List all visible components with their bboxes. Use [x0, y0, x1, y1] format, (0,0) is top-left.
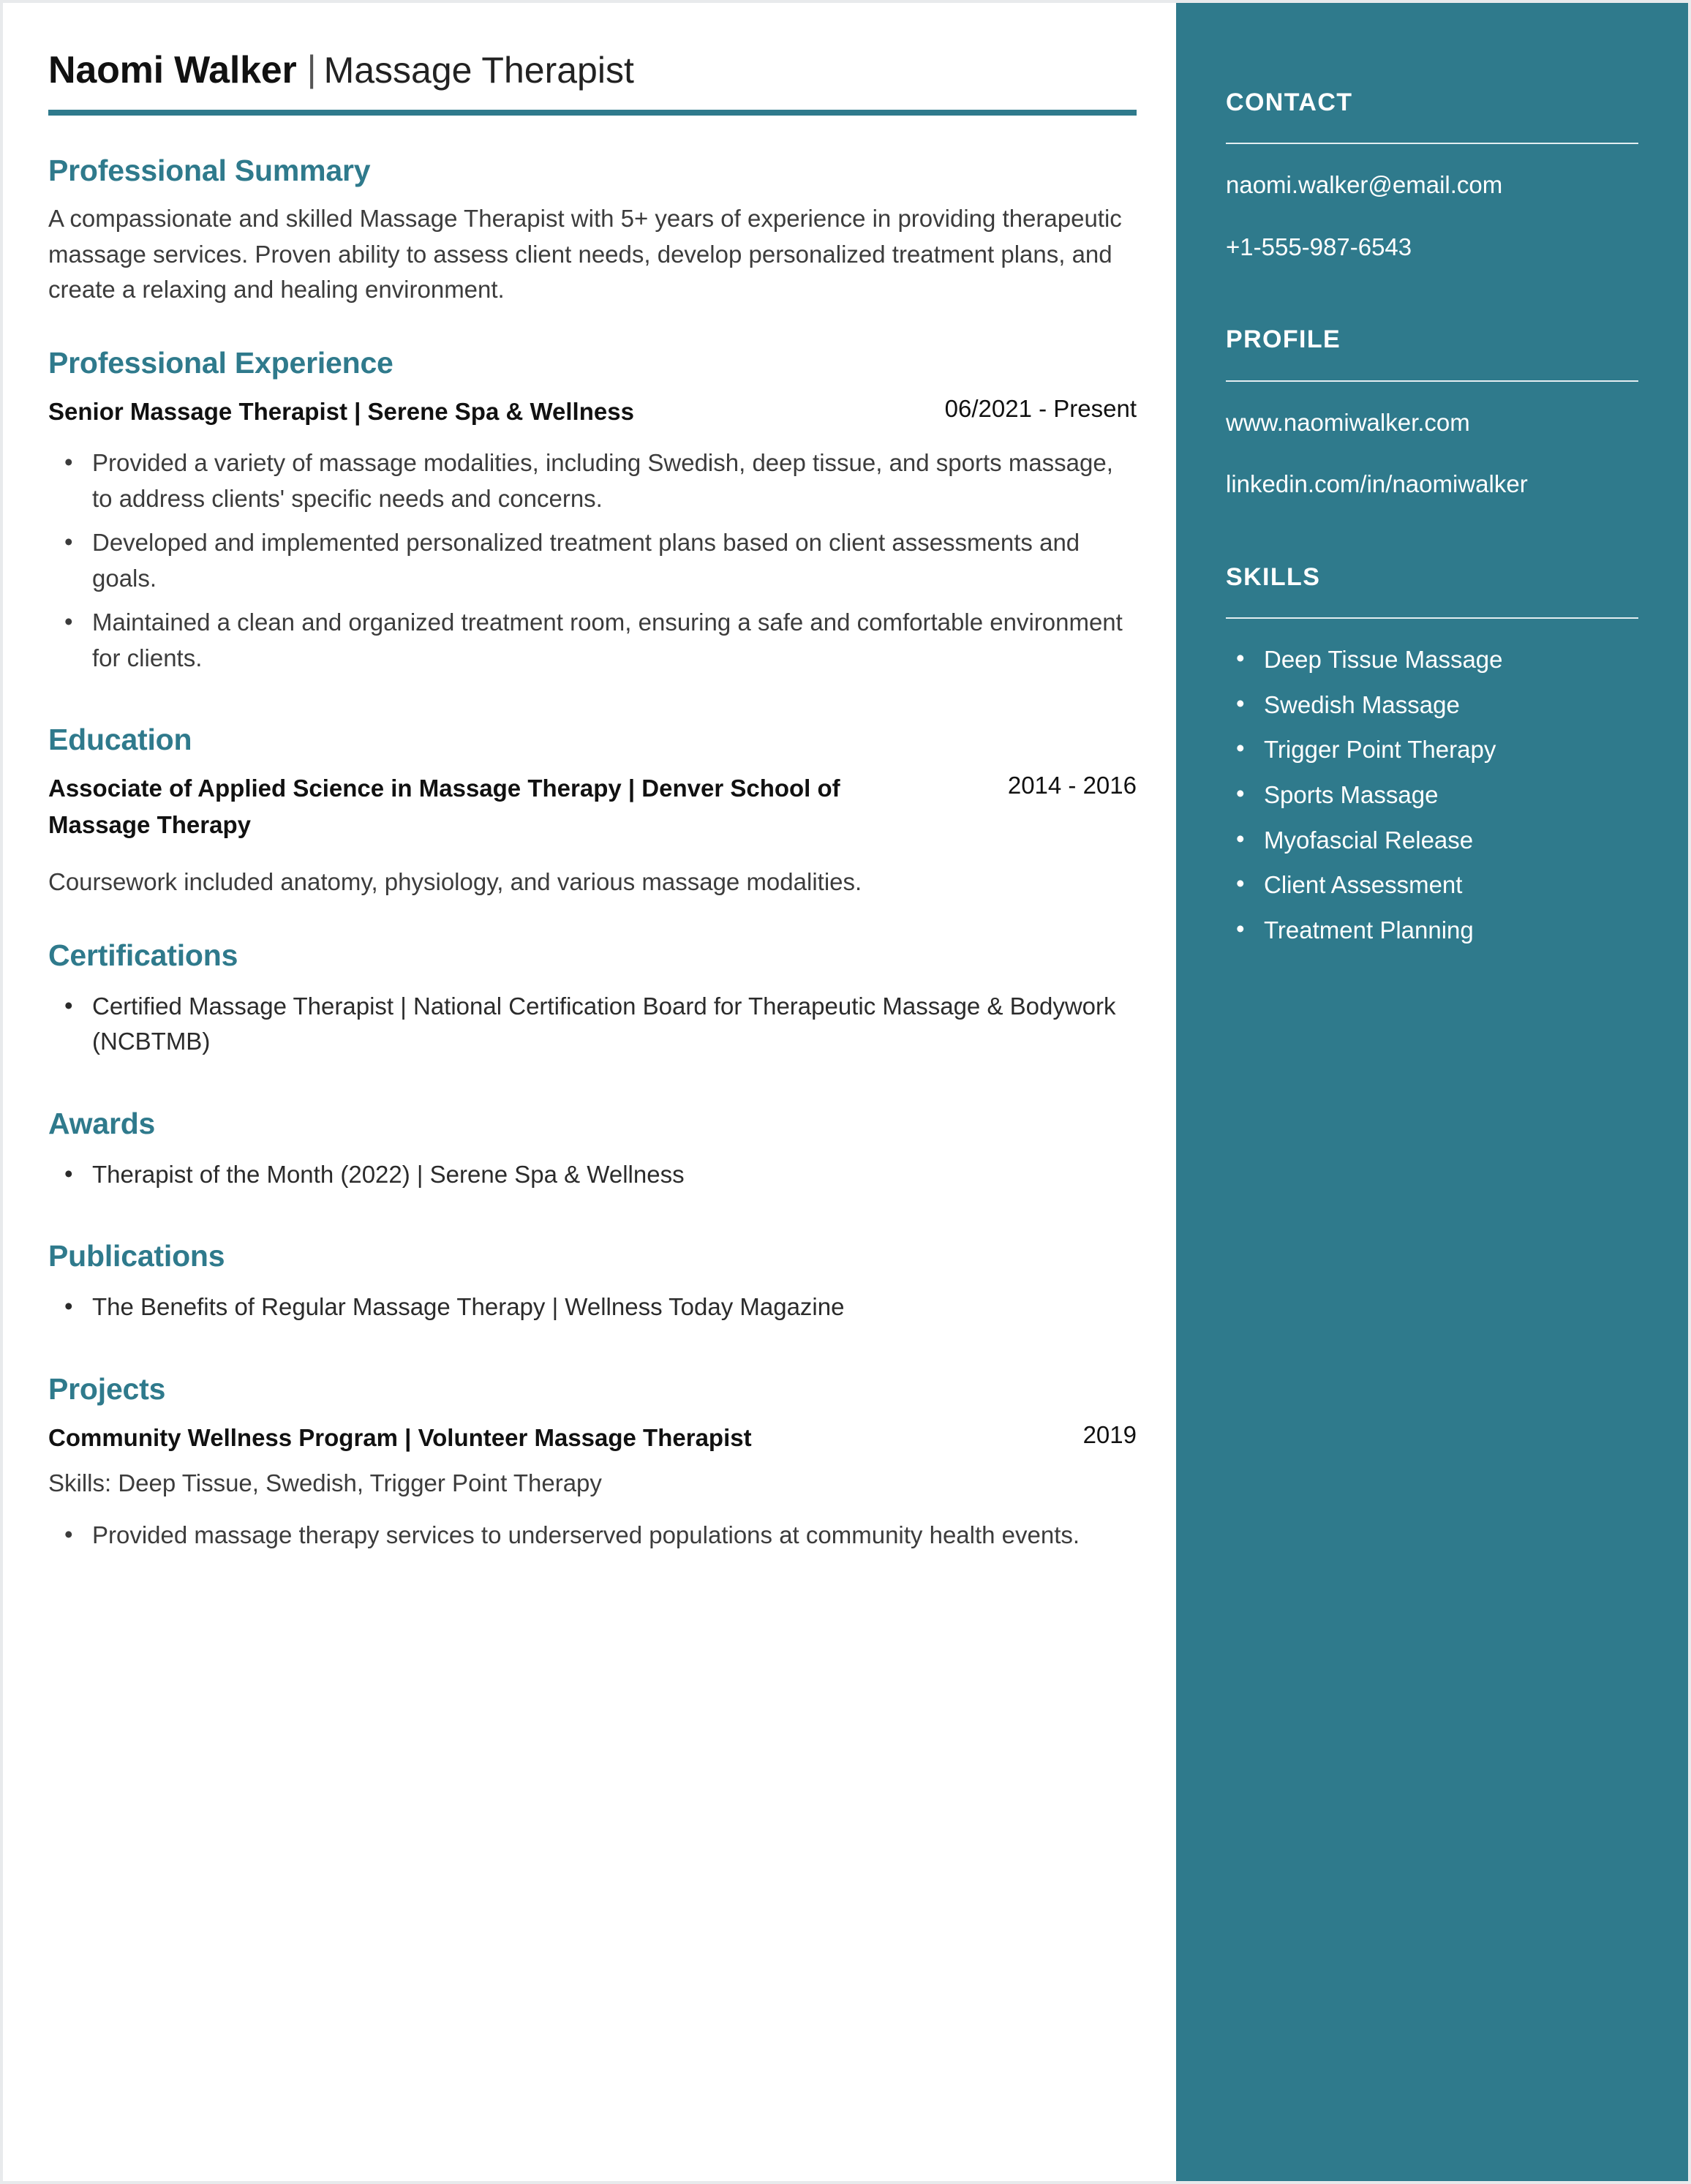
education-entry-date: 2014 - 2016	[1007, 772, 1137, 799]
list-item-text: Developed and implemented personalized treatment plans based on client assessments and goals.	[92, 529, 1080, 592]
list-item	[1236, 824, 1638, 870]
list-item-text: Deep Tissue Massage	[1264, 646, 1503, 674]
list-item-text: Therapist of the Month (2022) | Serene Spa & Wellness	[92, 1160, 685, 1188]
education-entry-header	[48, 770, 1137, 843]
section-heading-publications: Publications	[48, 1239, 225, 1273]
list-item	[1236, 734, 1638, 779]
bullet-icon: •	[64, 1159, 73, 1187]
list-item	[1236, 914, 1638, 960]
bullet-icon: •	[1236, 914, 1245, 942]
project-entry	[48, 1420, 1137, 1562]
publications-list	[48, 1289, 1137, 1334]
contact-phone[interactable]: +1-555-987-6543	[1226, 233, 1412, 260]
experience-entry-header	[48, 394, 1137, 430]
experience-entry-title: Senior Massage Therapist | Serene Spa & Wellness	[48, 397, 634, 425]
list-item-text: Maintained a clean and organized treatment room, ensuring a safe and comfortable environment for clients.	[92, 609, 1123, 671]
sidebar-divider	[1226, 143, 1638, 144]
project-skills-line: Skills: Deep Tissue, Swedish, Trigger Point Therapy	[48, 1469, 602, 1496]
list-item	[64, 605, 1131, 685]
section-heading-experience: Professional Experience	[48, 345, 393, 380]
list-item	[1236, 869, 1638, 914]
bullet-icon: •	[64, 528, 73, 555]
section-heading-education: Education	[48, 723, 192, 756]
header-separator: |	[306, 48, 317, 89]
list-item-text: The Benefits of Regular Massage Therapy | Wellness Today Magazine	[92, 1293, 845, 1320]
sidebar-divider	[1226, 380, 1638, 382]
education-entry-title: Associate of Applied Science in Massage Therapy | Denver School of Massage Therapy	[48, 775, 840, 838]
certifications-list	[48, 989, 1137, 1069]
list-item-text: Myofascial Release	[1264, 826, 1474, 854]
bullet-icon: •	[1236, 689, 1245, 717]
list-item	[64, 445, 1131, 525]
bullet-icon: •	[1236, 780, 1245, 807]
list-item-text: Client Assessment	[1264, 871, 1463, 899]
experience-entry-date: 06/2021 - Present	[944, 394, 1137, 422]
list-item-text: Trigger Point Therapy	[1264, 736, 1496, 764]
project-entry-date: 2019	[1082, 1420, 1137, 1448]
section-heading-summary: Professional Summary	[48, 154, 371, 187]
section-heading-projects: Projects	[48, 1371, 166, 1406]
sidebar-spacer	[1226, 530, 1638, 564]
sidebar-heading-contact: CONTACT	[1226, 89, 1353, 116]
bullet-icon: •	[1236, 644, 1245, 672]
list-item-text: Swedish Massage	[1264, 690, 1460, 718]
list-item	[64, 525, 1131, 605]
bullet-icon: •	[1236, 870, 1245, 897]
list-item	[64, 1518, 1131, 1562]
contact-email[interactable]: naomi.walker@email.com	[1226, 171, 1503, 199]
sidebar-heading-profile: PROFILE	[1226, 325, 1341, 354]
sidebar-heading-skills: SKILLS	[1226, 562, 1321, 591]
list-item	[1236, 644, 1638, 689]
section-heading-certifications: Certifications	[48, 938, 238, 972]
education-entry	[48, 770, 1137, 900]
sidebar-section-contact	[1226, 89, 1638, 263]
profile-website-link[interactable]: www.naomiwalker.com	[1226, 408, 1470, 436]
bullet-icon: •	[64, 1520, 73, 1548]
sidebar-spacer	[1226, 293, 1638, 326]
bullet-icon: •	[64, 448, 73, 475]
bullet-icon: •	[1236, 824, 1245, 852]
candidate-name: Naomi Walker	[48, 49, 297, 91]
list-item	[64, 1157, 1131, 1202]
list-item-text: Provided massage therapy services to underserved populations at community health events.	[92, 1521, 1080, 1548]
resume-header	[48, 3, 1137, 92]
project-bullet-list	[48, 1518, 1137, 1562]
awards-list	[48, 1157, 1137, 1202]
summary-text: A compassionate and skilled Massage Therapist with 5+ years of experience in providing therapeutic massage services. Proven ability to assess client needs, develop personalized treatment plans, and create a relaxing and healing environment.	[48, 205, 1122, 303]
sidebar-divider	[1226, 617, 1638, 619]
bullet-icon: •	[64, 608, 73, 635]
resume-main-column	[3, 3, 1182, 1562]
sidebar-section-skills	[1226, 564, 1638, 959]
section-heading-awards: Awards	[48, 1106, 156, 1140]
profile-linkedin-link[interactable]: linkedin.com/in/naomiwalker	[1226, 470, 1528, 498]
resume-sidebar	[1176, 3, 1688, 2181]
list-item-text: Sports Massage	[1264, 781, 1439, 808]
candidate-role: Massage Therapist	[323, 50, 634, 91]
list-item	[64, 1289, 1131, 1334]
list-item	[1236, 779, 1638, 824]
bullet-icon: •	[64, 1292, 73, 1319]
list-item-text: Certified Massage Therapist | National Certification Board for Therapeutic Massage & Bodywork (NCBTMB)	[92, 992, 1116, 1055]
bullet-icon: •	[64, 991, 73, 1019]
list-item-text: Provided a variety of massage modalities, including Swedish, deep tissue, and sports massage, to address clients' specific needs and concerns.	[92, 449, 1113, 512]
project-entry-title: Community Wellness Program | Volunteer Massage Therapist	[48, 1423, 752, 1451]
project-entry-header	[48, 1420, 1137, 1456]
bullet-icon: •	[1236, 734, 1245, 762]
experience-entry	[48, 394, 1137, 685]
list-item-text: Treatment Planning	[1264, 916, 1474, 944]
experience-bullet-list	[48, 445, 1137, 685]
header-divider	[48, 110, 1137, 116]
sidebar-section-profile	[1226, 326, 1638, 500]
skills-list	[1226, 644, 1638, 959]
list-item	[64, 989, 1131, 1069]
list-item	[1236, 689, 1638, 734]
education-coursework-note: Coursework included anatomy, physiology, and various massage modalities.	[48, 868, 862, 895]
